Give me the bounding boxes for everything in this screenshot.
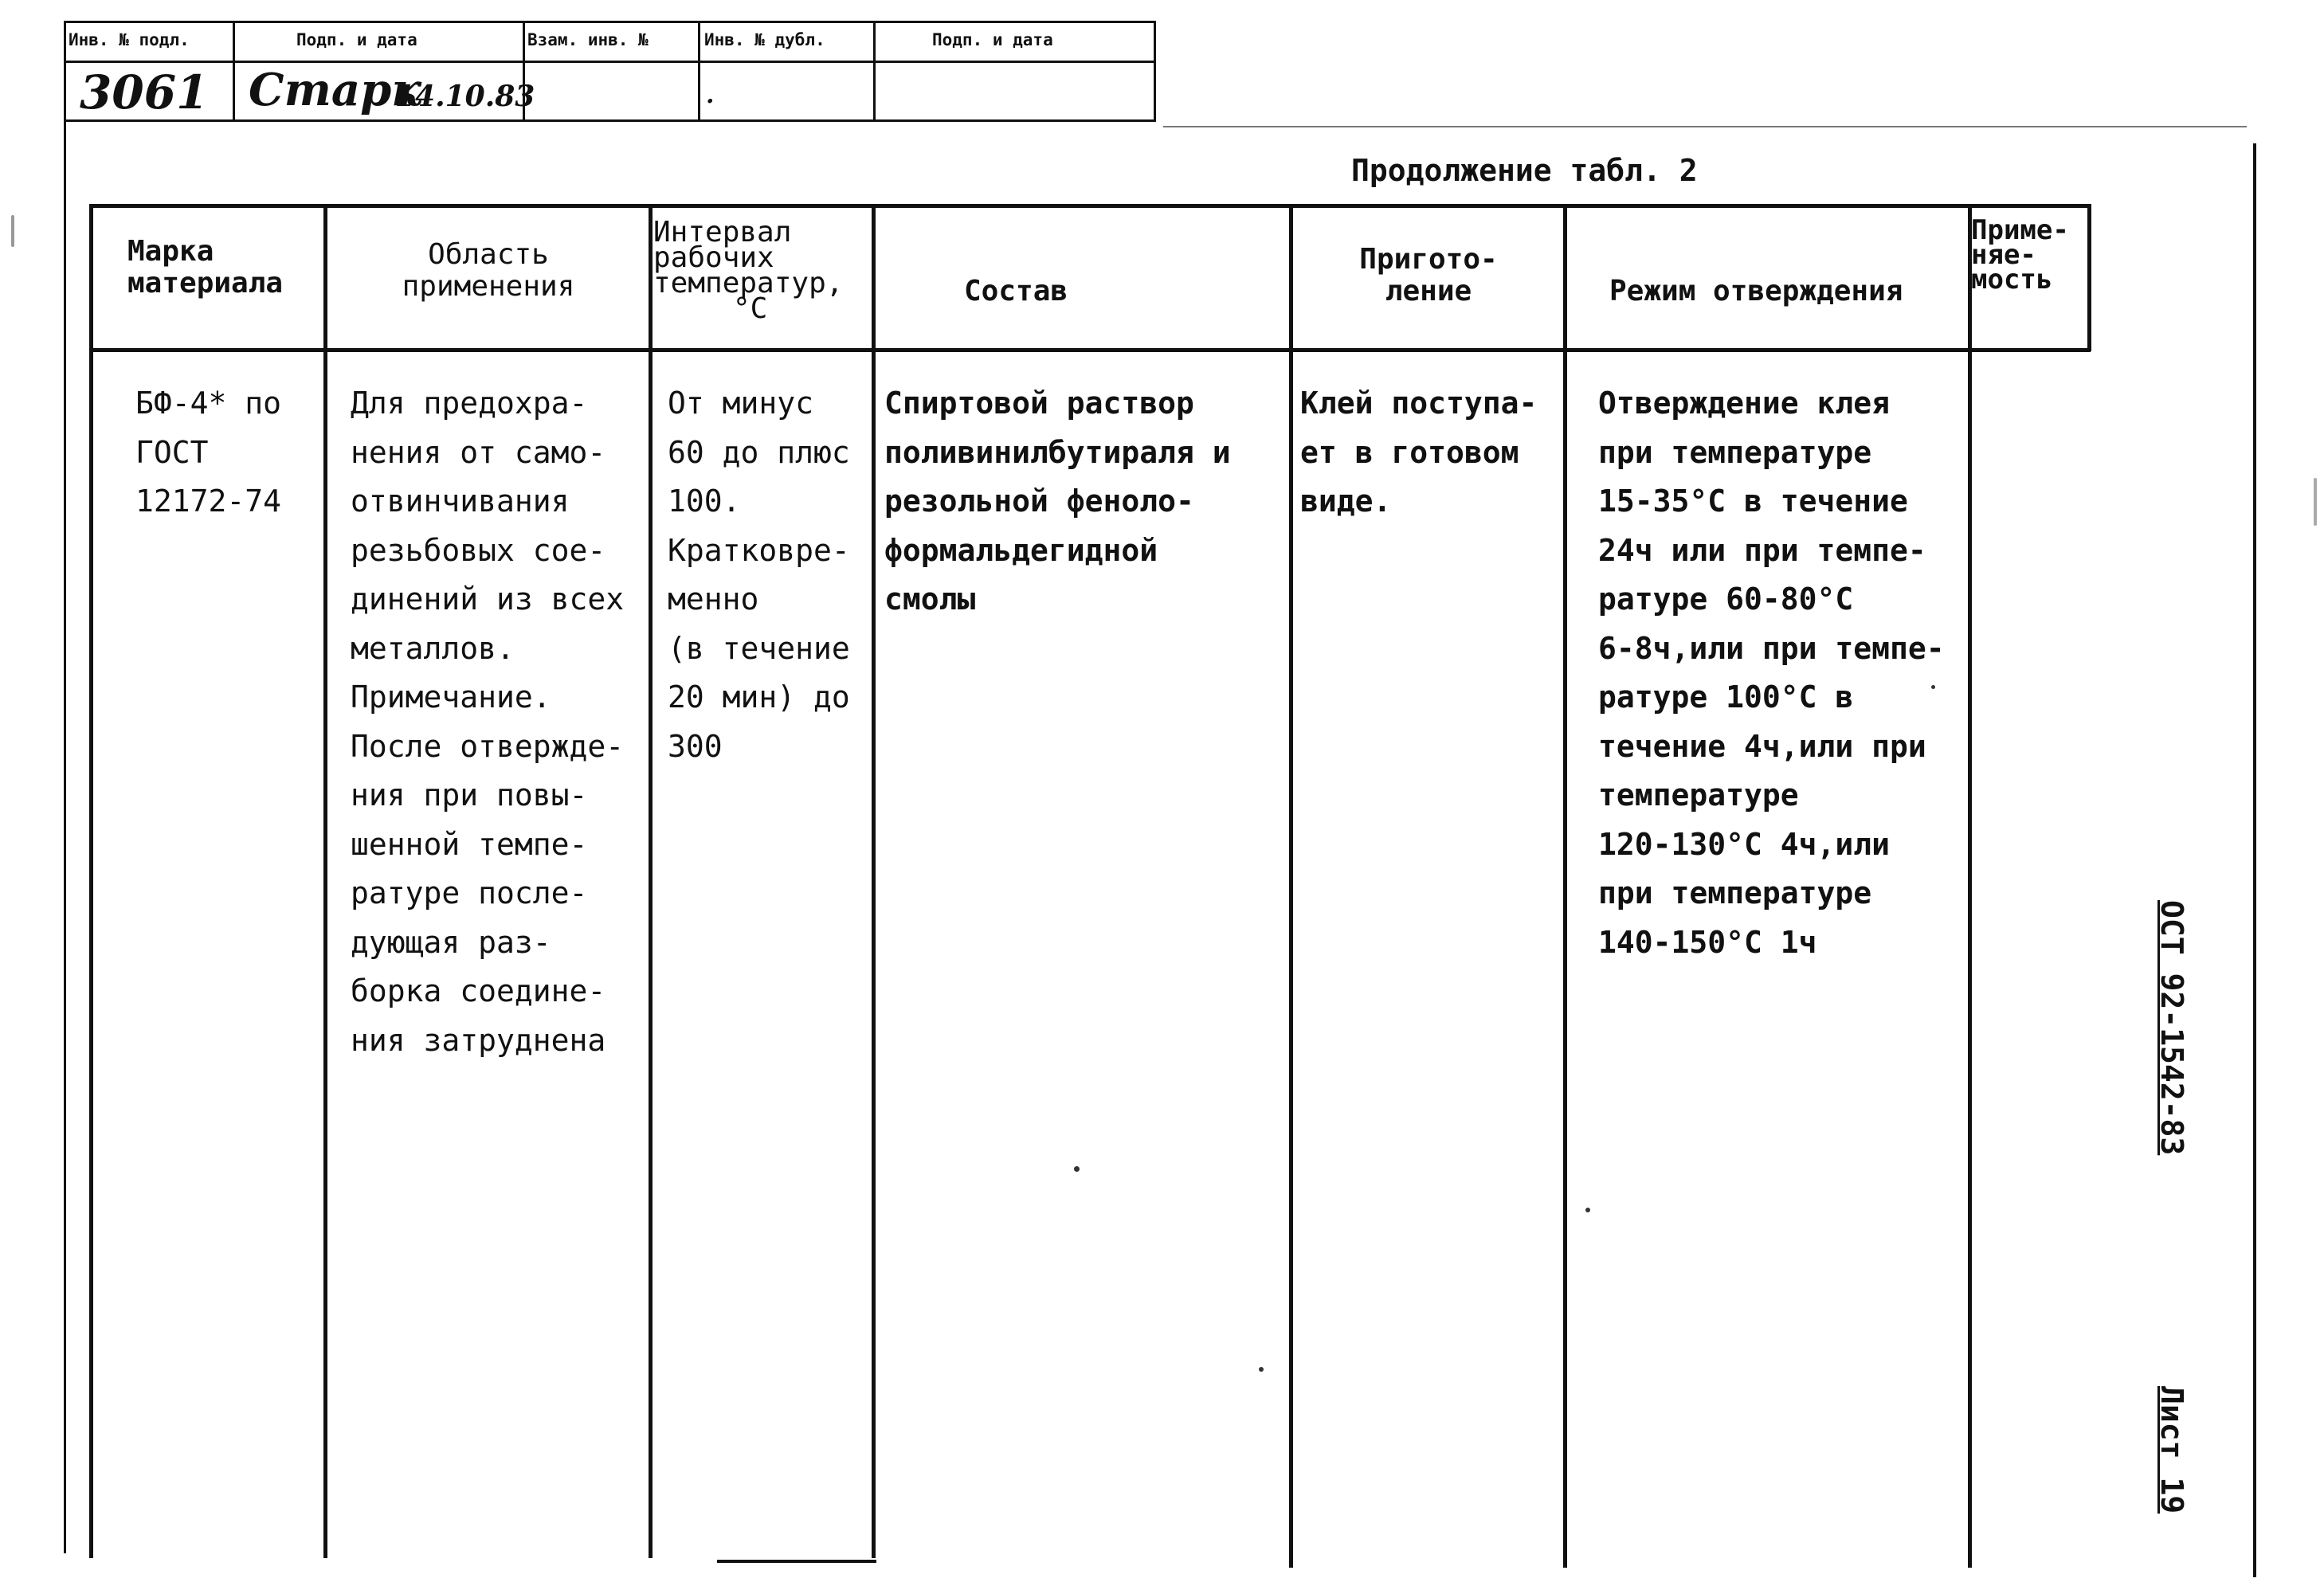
header-interval-line1: Интервал	[653, 216, 792, 249]
stamp-signature: Старк	[249, 64, 422, 116]
scan-speck	[2314, 478, 2317, 526]
right-frame-line	[2253, 143, 2256, 1577]
cell-oblast: Для предохра- нения от само- отвинчивания резьбовых сое- динений из всех металлов. Примечание. После отвержде- ния при повы- шенной темпе- ратуре после- дующая раз- борка соедине- ния затруднена	[351, 386, 625, 1058]
cell-marka: БФ-4* по ГОСТ 12172-74	[135, 386, 282, 519]
header-marka: Марка материала	[127, 235, 284, 300]
scan-speck	[1259, 1367, 1264, 1372]
table-caption: Продолжение табл. 2	[1351, 153, 1698, 188]
left-frame-line	[64, 119, 66, 1553]
stamp-header-vzam-inv: Взам. инв. №	[527, 30, 649, 49]
side-sheet: Лист 19	[2154, 1386, 2189, 1514]
scan-speck	[11, 215, 14, 247]
header-prigotovlenie: Пригото- ление	[1359, 243, 1498, 307]
side-doc-code: ОСТ 92-1542-83	[2154, 900, 2189, 1156]
stamp-inv-number: 3061	[80, 65, 209, 119]
scan-speck	[1074, 1166, 1080, 1172]
stamp-header-inv-dubl: Инв. № дубл.	[704, 30, 825, 49]
scan-speck	[1585, 1208, 1590, 1212]
cell-rezhim: Отверждение клея при температуре 15-35°С в течение 24ч или при темпе- ратуре 60-80°С 6-8ч,или при темпе- ратуре 100°С в течение 4ч,или при температуре 120-130°С 4ч,или при температуре 140-150°С 1ч	[1598, 386, 1945, 960]
stamp-dub-mark: .	[706, 81, 715, 109]
cell-sostav: Спиртовой раствор поливинилбутираля и резольной феноло- формальдегидной смолы	[884, 386, 1231, 617]
cell-interval: От минус 60 до плюс 100. Кратковре- менно (в течение 20 мин) до 300	[668, 386, 850, 764]
stamp-header-podp-data: Подп. и дата	[296, 30, 417, 49]
header-rezhim: Режим отверждения	[1609, 275, 1903, 307]
top-dashed-line	[1163, 126, 2247, 127]
scan-speck	[1931, 685, 1935, 689]
cell-prigotovlenie: Клей поступа- ет в готовом виде.	[1300, 386, 1538, 519]
stamp-sign-date: 14.10.83	[395, 80, 535, 113]
header-interval	[653, 216, 844, 325]
header-interval-unit: °С	[733, 292, 768, 325]
header-interval-line3: температур,	[653, 267, 844, 300]
header-oblast: Область применения	[402, 238, 575, 303]
stamp-header-podp-data-2: Подп. и дата	[932, 30, 1053, 49]
header-primenyaemost: Приме- няе- мость	[1971, 214, 2069, 296]
header-interval-line2: рабочих	[653, 241, 774, 274]
stamp-header-inv-podl: Инв. № подл.	[69, 30, 190, 49]
header-sostav: Состав	[964, 275, 1068, 307]
